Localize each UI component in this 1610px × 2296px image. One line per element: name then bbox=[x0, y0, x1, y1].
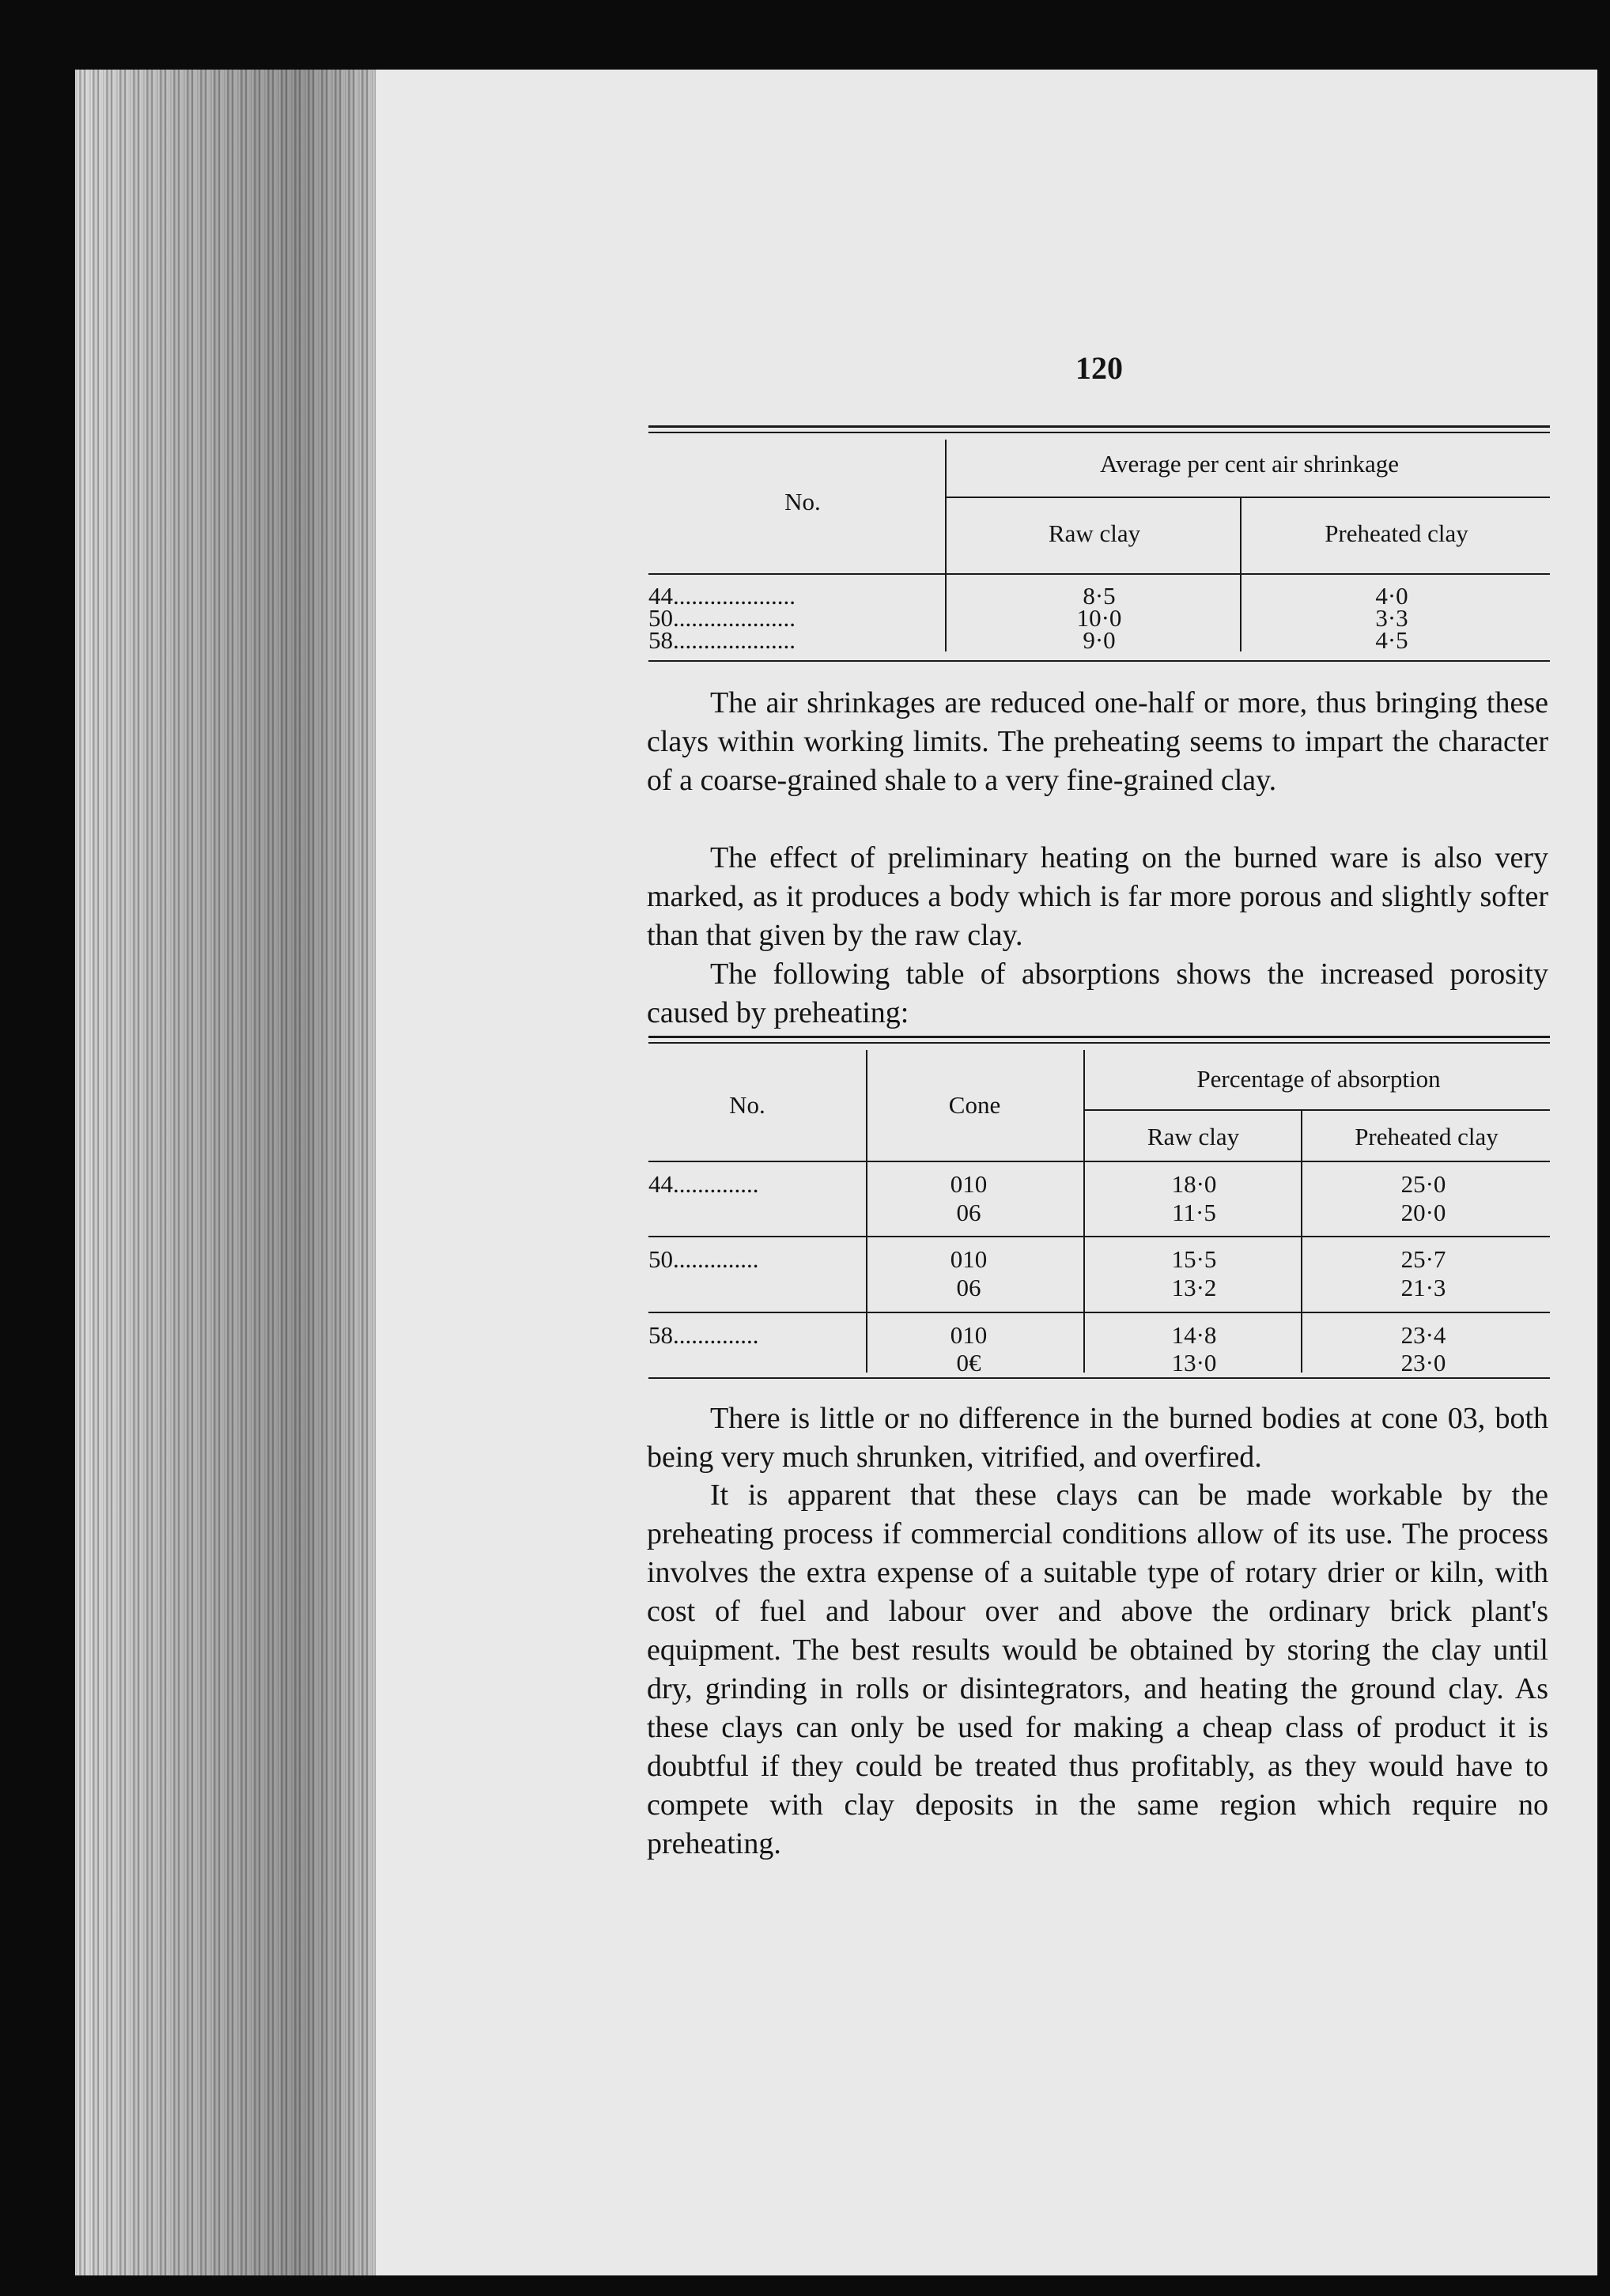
table2-raw: 15·5 bbox=[1171, 1245, 1217, 1273]
table2-raw: 14·8 bbox=[1171, 1321, 1217, 1349]
table1-header-no: No. bbox=[784, 488, 821, 515]
table2-cone: 010 bbox=[950, 1170, 988, 1198]
table2-cone: 06 bbox=[956, 1274, 981, 1301]
table2-raw: 13·0 bbox=[1171, 1349, 1217, 1376]
table2-row-no: 44.............. bbox=[648, 1170, 759, 1198]
table1-row-raw: 9·0 bbox=[1083, 626, 1116, 654]
table2-preheated: 23·0 bbox=[1400, 1349, 1446, 1376]
table2-preheated: 23·4 bbox=[1400, 1321, 1446, 1349]
table2-cone: 06 bbox=[956, 1199, 981, 1226]
table1-row-raw: 8·5 bbox=[1083, 582, 1116, 610]
table2-cone: 010 bbox=[950, 1245, 988, 1273]
table2-raw: 13·2 bbox=[1171, 1274, 1217, 1301]
table2-preheated: 25·0 bbox=[1400, 1170, 1446, 1198]
table2-raw: 18·0 bbox=[1171, 1170, 1217, 1198]
table2-preheated: 25·7 bbox=[1400, 1245, 1446, 1273]
table1-row-preheated: 4·5 bbox=[1375, 626, 1408, 654]
table2-header-raw: Raw clay bbox=[1147, 1123, 1240, 1150]
table2-cone: 0€ bbox=[956, 1349, 981, 1376]
paragraph: There is little or no difference in the burned bodies at cone 03, both being very much shrunken, vitrified, and overfired. bbox=[647, 1402, 1548, 1474]
paragraph: The air shrinkages are reduced one-half or more, thus bringing these clays within working limits. The preheating seems to impart the character of a coarse-grained shale to a very fine-grained clay. bbox=[647, 686, 1548, 797]
table2-header-no: No. bbox=[729, 1091, 765, 1119]
table1-header-group: Average per cent air shrinkage bbox=[1099, 450, 1400, 478]
page-number: 120 bbox=[1075, 350, 1123, 386]
table1-row-preheated: 4·0 bbox=[1375, 582, 1408, 610]
table2-preheated: 21·3 bbox=[1400, 1274, 1446, 1301]
table2-header-cone: Cone bbox=[948, 1091, 1001, 1119]
table2-header-preheated: Preheated clay bbox=[1355, 1123, 1499, 1150]
paragraph: It is apparent that these clays can be made workable by the preheating process if commercial conditions allow of its use. The process involves the extra expense of a suitable type of rotary drier or kiln, with cost of fuel and labour over and above the ordinary brick plant's equipment. The best results would be obtained by storing the clay until dry, grinding in rolls or disintegrators, and heating the ground clay. As these clays can only be used for making a cheap class of product it is doubtful if they could be treated thus profitably, as they would have to compete with clay deposits in the same region which require no preheating. bbox=[647, 1478, 1548, 1860]
table2-header-group: Percentage of absorption bbox=[1196, 1065, 1441, 1093]
table1-row-no: 50.................... bbox=[648, 604, 796, 632]
table2-row-no: 58.............. bbox=[648, 1321, 759, 1349]
paragraph: The effect of preliminary heating on the burned ware is also very marked, as it produces a body which is far more porous and slightly softer than that given by the raw clay. bbox=[647, 841, 1548, 952]
table2-raw: 11·5 bbox=[1172, 1199, 1216, 1226]
table1-row-preheated: 3·3 bbox=[1375, 604, 1408, 632]
table1-row-no: 58.................... bbox=[648, 626, 796, 654]
table2-preheated: 20·0 bbox=[1400, 1199, 1446, 1226]
table1-header-raw: Raw clay bbox=[1048, 519, 1141, 547]
table2-cone: 010 bbox=[950, 1321, 988, 1349]
paragraph: The following table of absorptions shows the increased porosity caused by preheating: bbox=[647, 957, 1548, 1029]
table1-row-raw: 10·0 bbox=[1076, 604, 1122, 632]
table1-header-preheated: Preheated clay bbox=[1325, 519, 1468, 547]
table1-row-no: 44.................... bbox=[648, 582, 796, 610]
table2-row-no: 50.............. bbox=[648, 1245, 759, 1273]
page-edge-shadow bbox=[75, 70, 376, 2275]
